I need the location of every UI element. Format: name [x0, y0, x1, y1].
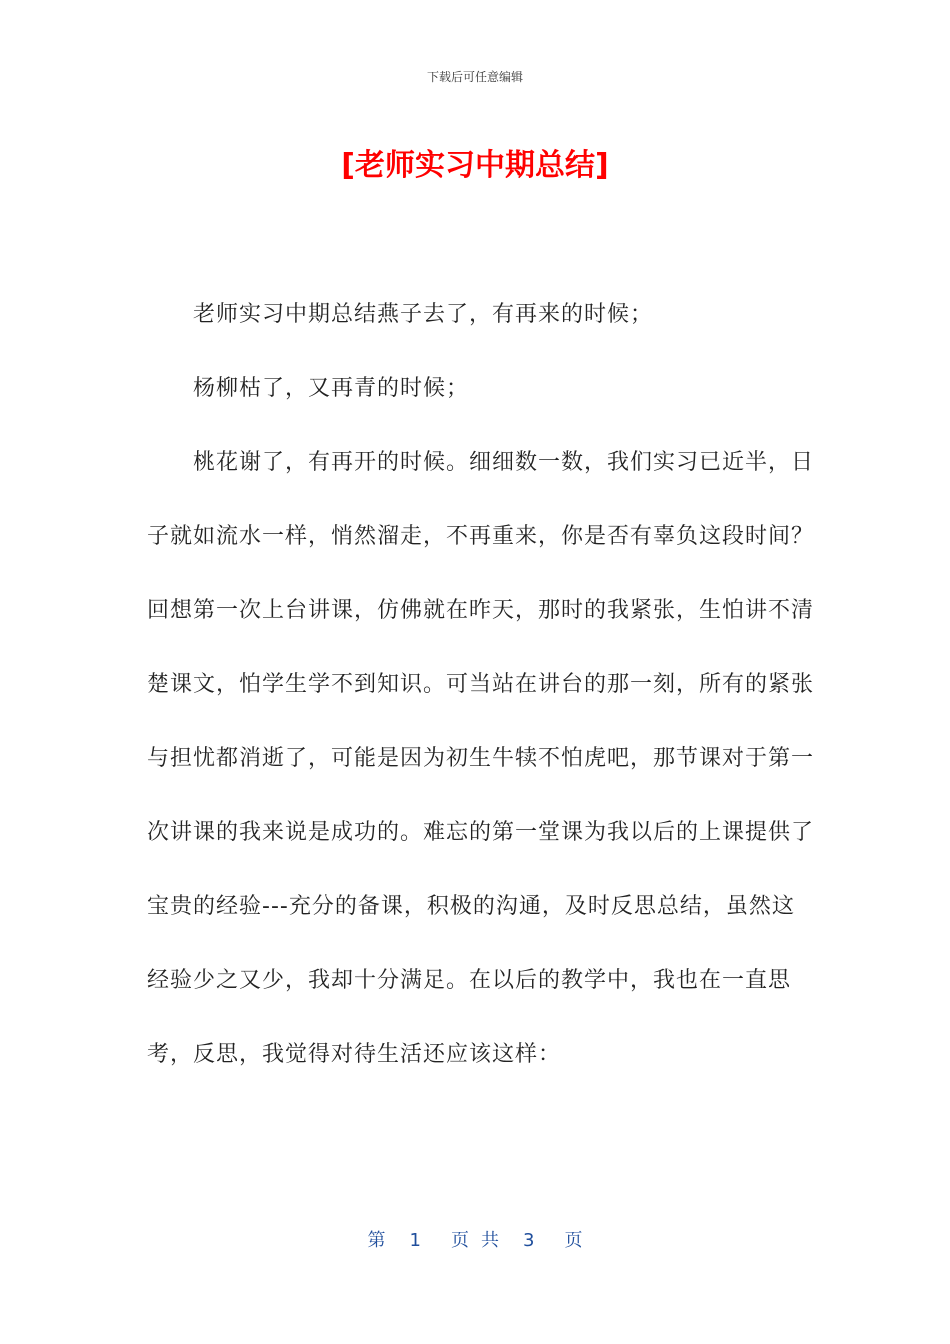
page-footer: [0, 1226, 950, 1252]
paragraph: 杨柳枯了，又再青的时候；: [193, 376, 470, 401]
footer-suffix: 页: [564, 1230, 583, 1251]
paragraph: 桃花谢了，有再开的时候。细细数一数，我们实习已近半，日子就如流水一样，悄然溜走，不再重来，你是否有辜负这段时间？回想第一次上台讲课，仿佛就在昨天，那时的我紧张，生怕讲不清楚课文，怕学生学不到知识。可当站在讲台的那一刻，所有的紧张与担忧都消逝了，可能是因为初生牛犊不怕虎吧，那节课对于第一次讲课的我来说是成功的。难忘的第一堂课为我以后的上课提供了宝贵的经验---充分的备课，积极的沟通，及时反思总结，虽然这经验少之又少，我却十分满足。在以后的教学中，我也在一直思考，反思，我觉得对待生活还应该这样：: [147, 450, 815, 1067]
paragraph: 老师实习中期总结燕子去了，有再来的时候；: [193, 302, 654, 327]
footer-prefix: 第: [367, 1230, 386, 1251]
header-note: 下载后可任意编辑: [426, 70, 523, 84]
footer-page-label: 页: [451, 1230, 469, 1251]
footer-current-page: 1: [409, 1230, 421, 1251]
document-body: [147, 278, 815, 1092]
footer-total-pages: 3: [523, 1230, 535, 1251]
footer-total-label: 共: [481, 1230, 499, 1251]
document-title: [老师实习中期总结]: [341, 148, 609, 183]
